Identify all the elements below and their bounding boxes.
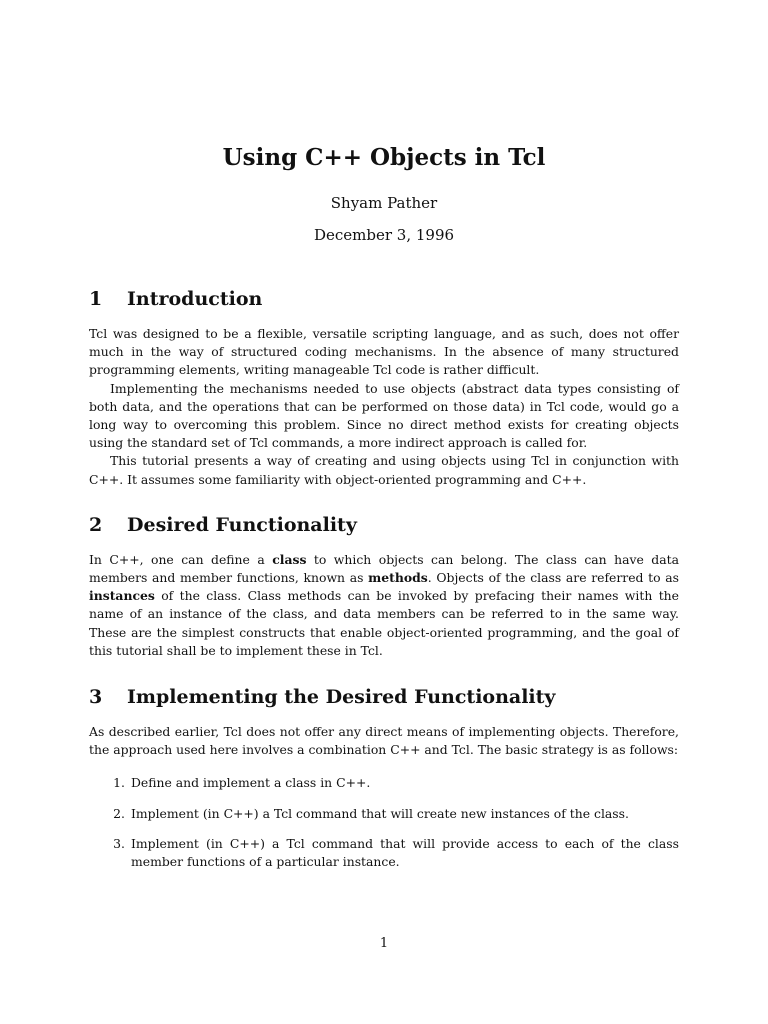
section-number: 2: [89, 513, 103, 536]
list-item-number: 1.: [113, 775, 125, 791]
page-number: 1: [379, 936, 389, 951]
paragraph: Tcl was designed to be a flexible, versatile scripting language, and as such, does not offer much in the way of structured coding mechanisms. In the absence of many structured programming elements, writing manageable Tcl code is rather difficult.: [89, 326, 679, 378]
paragraph: [89, 551, 679, 660]
publication-date: December 3, 1996: [313, 226, 455, 244]
list-item-text: Implement (in C++) a Tcl command that will create new instances of the class.: [131, 805, 629, 821]
document-page: [89, 140, 679, 883]
author-name: Shyam Pather: [330, 194, 438, 212]
numbered-list: [89, 774, 679, 871]
section-heading-desired-functionality: [89, 511, 679, 539]
bold-term-class: class: [272, 551, 307, 567]
section-heading-introduction: [89, 285, 679, 313]
paper-title: Using C++ Objects in Tcl: [222, 144, 546, 171]
section-heading-implementing: [89, 683, 679, 711]
section-title: Introduction: [127, 288, 263, 310]
list-item-number: 3.: [113, 835, 125, 851]
bold-term-methods: methods: [368, 570, 428, 586]
list-item: [89, 835, 679, 871]
list-item-text: Implement (in C++) a Tcl command that will provide access to each of the class member functions of a particular instance.: [131, 835, 679, 870]
list-item: [89, 774, 679, 792]
section-number: 1: [89, 288, 103, 310]
paragraph: This tutorial presents a way of creating and using objects using Tcl in conjunction with C++. It assumes some familiarity with object-oriented programming and C++.: [89, 453, 679, 487]
text-run: . Objects of the class are referred to as: [427, 570, 679, 586]
paragraph: As described earlier, Tcl does not offer any direct means of implementing objects. Therefore, the approach used here involves a combination C++ and Tcl. The basic strategy is as follows:: [89, 724, 679, 758]
list-item-text: Define and implement a class in C++.: [131, 775, 371, 791]
text-run: of the class. Class methods can be invoked by prefacing their names with the name of an instance of the class, and data members can be referred to in the same way. These are the simplest constructs that enable object-oriented programming, and the goal of this tutorial shall be to implement these in Tcl.: [89, 588, 679, 658]
section-title: Implementing the Desired Functionality: [127, 686, 556, 709]
section-number: 3: [89, 686, 103, 709]
text-run: In C++, one can define a: [89, 551, 273, 567]
list-item: [89, 805, 679, 823]
paragraph: Implementing the mechanisms needed to use objects (abstract data types consisting of both data, and the operations that can be performed on those data) in Tcl code, would go a long way to overcoming this problem. Since no direct method exists for creating objects using the standard set of Tcl commands, a more indirect approach is called for.: [89, 380, 679, 451]
section-title: Desired Functionality: [127, 513, 357, 536]
bold-term-instances: instances: [89, 588, 155, 604]
text-run: to which objects can belong. The class can have data members and member functions, known as: [89, 551, 679, 586]
list-item-number: 2.: [113, 805, 125, 821]
